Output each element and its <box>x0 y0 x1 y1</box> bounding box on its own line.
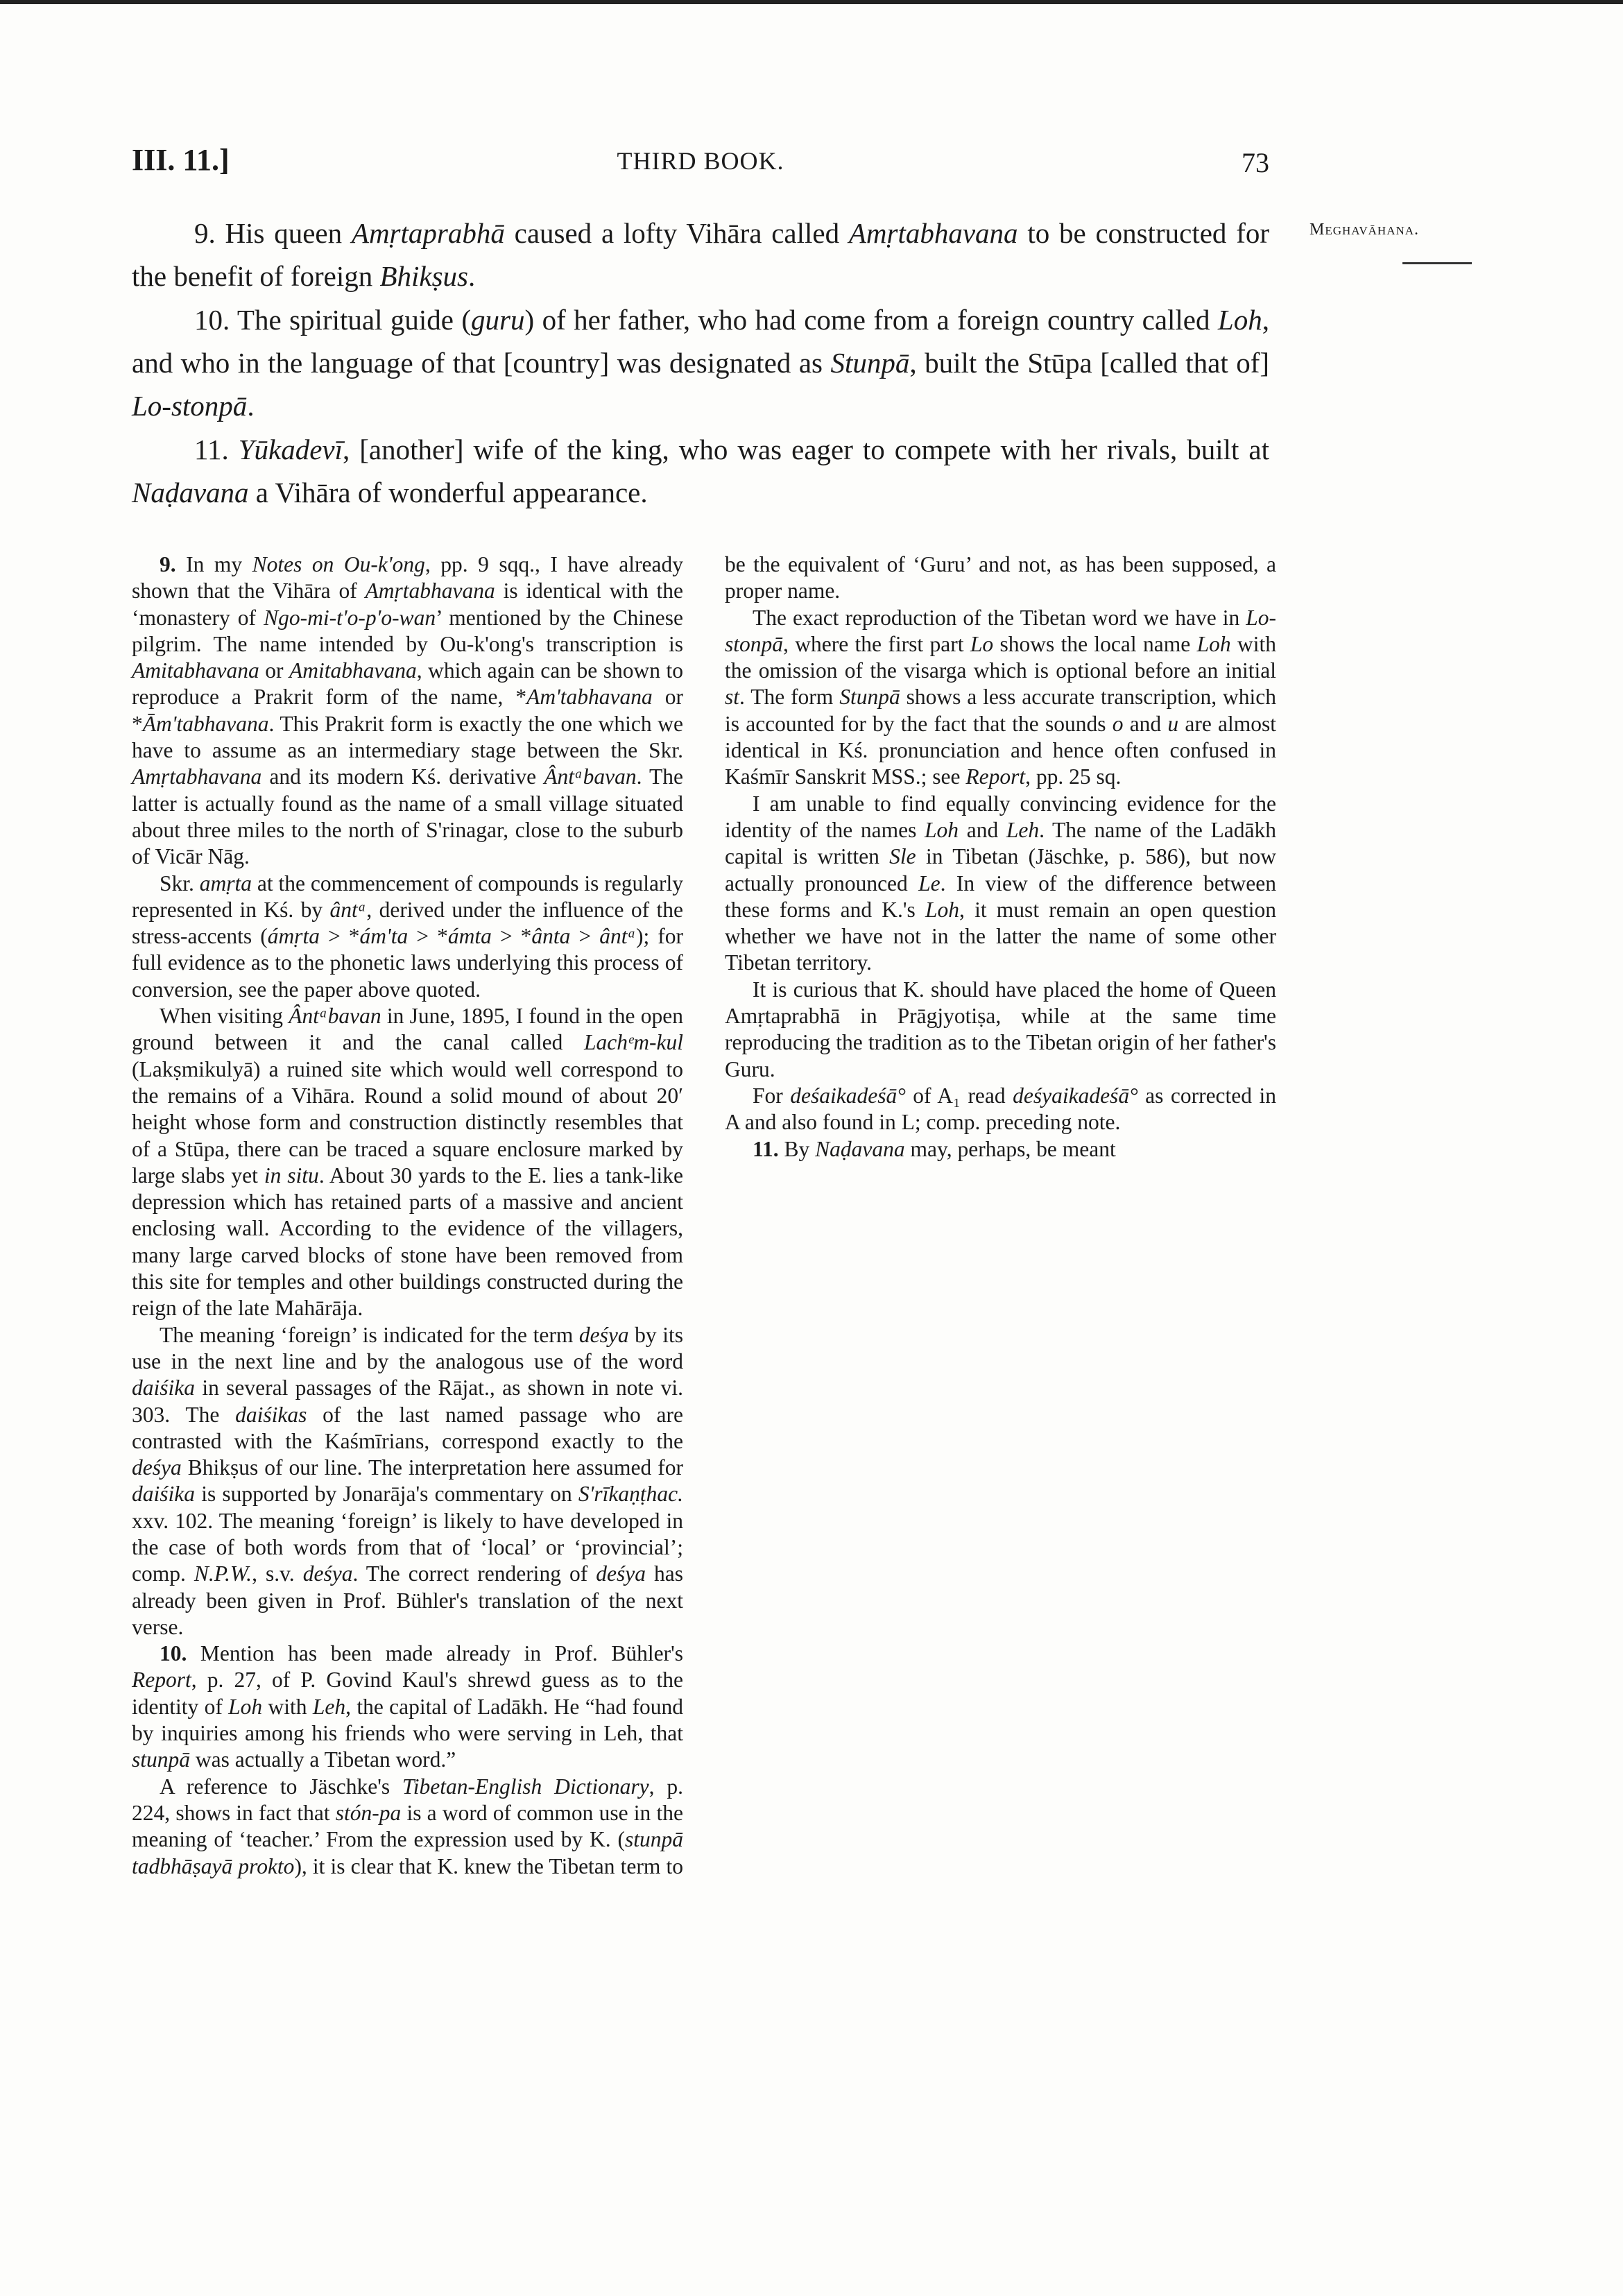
top-border <box>0 0 1623 4</box>
commentary-notes <box>132 551 1276 1897</box>
note-paragraph <box>132 551 683 871</box>
note-paragraph <box>132 871 683 1003</box>
note-paragraph <box>725 605 1276 791</box>
note-text: A reference to Jäschke's Tibetan-English Dictionary, p. 224, shows in fact that stón-pa is a word of common use in the meaning of ‘teacher.’ From the expression used by K. (stunpā tadbhāṣayā prokto), it is clear that K. knew the Tibetan term to be the equivalent of ‘Guru’ and not, as has been supposed, a proper name. <box>132 552 1276 1878</box>
note-text: Skr. amṛta at the commencement of compounds is regularly represented in Kś. by ântᵃ, derived under the influence of the stress-accents (ámṛta > *ám'ta > *ámta > *ânta > ântᵃ); for full evidence as to the phonetic laws underlying this process of conversion, see the paper above quoted. <box>132 871 684 1002</box>
note-paragraph <box>725 1083 1276 1136</box>
note-text: By Naḍavana may, perhaps, be meant <box>784 1136 1116 1161</box>
note-text: The meaning ‘foreign’ is indicated for the term deśya by its use in the next line and by the analogous use of the word daiśika in several passages of the Rājat., as shown in note vi. 303. The daiśikas of the last named passage who are contrasted with the Kaśmīrians, correspond exactly to the deśya Bhikṣus of our line. The interpretation here assumed for daiśika is supported by Jonarāja's commentary on S'rīkaṇṭhac. xxv. 102. The meaning ‘foreign’ is likely to have developed in the case of both words from that of ‘local’ or ‘provincial’; comp. N.P.W., s.v. deśya. The correct rendering of deśya has already been given in Prof. Bühler's translation of the next verse. <box>132 1322 684 1639</box>
running-title: THIRD BOOK. <box>617 147 784 175</box>
note-number: 10. <box>160 1641 187 1666</box>
note-number: 9. <box>160 552 176 576</box>
note-text: The exact reproduction of the Tibetan word we have in Lo-stonpā, where the first part Lo shows the local name Loh with the omission of the visarga which is optional before an initial st. The form Stunpā shows a less accurate transcription, which is accounted for by the fact that the sounds o and u are almost identical in Kś. pronunciation and hence often confused in Kaśmīr Sanskrit MSS.; see Report, pp. 25 sq. <box>725 605 1277 789</box>
section-reference: III. 11.] <box>132 143 230 177</box>
note-number: 11. <box>753 1136 779 1161</box>
note-paragraph <box>132 1322 683 1641</box>
verse: 10. The spiritual guide (guru) of her father, who had come from a foreign country called Loh, and who in the language of that [country] was designated as Stunpā, built the Stūpa [called that of] Lo-stonpā. <box>132 304 1270 422</box>
note-text: When visiting Ântᵃbavan in June, 1895, I found in the open ground between it and the canal called Lachᵉm-kul (Lakṣmikulyā) a ruined site which would well correspond to the remains of a Vihāra. Round a solid mound of about 20′ height whose form and construction distinctly resembles that of a Stūpa, there can be traced a square enclosure marked by large slabs yet in situ. About 30 yards to the E. lies a tank-like depression which has retained parts of a massive and ancient enclosing wall. According to the evidence of the villagers, many large carved blocks of stone have been removed from this site for temples and other buildings constructed during the reign of the late Mahārāja. <box>132 1004 684 1321</box>
page-number: 73 <box>1242 147 1269 178</box>
margin-note: Meghavāhana. <box>1309 221 1420 239</box>
note-paragraph <box>725 1136 1276 1163</box>
note-paragraph <box>725 791 1276 977</box>
note-text: I am unable to find equally convincing evidence for the identity of the names Loh and Leh. The name of the Ladākh capital is written Sle in Tibetan (Jäschke, p. 586), but now actually pronounced Le. In view of the difference between these forms and K.'s Loh, it must remain an open question whether we have not in the latter the name of some other Tibetan territory. <box>725 791 1277 975</box>
note-paragraph <box>725 977 1276 1083</box>
running-header <box>132 142 1269 191</box>
verse: 9. His queen Amṛtaprabhā caused a lofty Vihāra called Amṛtabhavana to be constructed for the benefit of foreign Bhikṣus. <box>132 217 1269 292</box>
verse-translation <box>132 212 1269 515</box>
note-text: For deśaikadeśā° of A₁ read deśyaikadeśā° as corrected in A and also found in L; comp. preceding note. <box>725 1083 1276 1135</box>
note-paragraph <box>132 1640 683 1773</box>
verse: 11. Yūkadevī, [another] wife of the king, who was eager to compete with her rivals, built at Naḍavana a Vihāra of wonderful appearance. <box>132 434 1269 508</box>
note-paragraph <box>132 1003 683 1322</box>
margin-rule <box>1402 262 1472 264</box>
note-text: In my Notes on Ou-k'ong, pp. 9 sqq., I have already shown that the Vihāra of Amṛtabhavana is identical with the ‘monastery of Ngo-mi-t'o-p'o-wan’ mentioned by the Chinese pilgrim. The name intended by Ou-k'ong's transcription is Amitabhavana or Amitabhavana, which again can be shown to reproduce a Prakrit form of the name, *Am'tabhavana or *Ām'tabhavana. This Prakrit form is exactly the one which we have to assume as an intermediary stage between the Skr. Amṛtabhavana and its modern Kś. derivative Ântᵃbavan. The latter is actually found as the name of a small village situated about three miles to the north of S'rinagar, close to the suburb of Vicār Nāg. <box>132 552 684 869</box>
note-text: Mention has been made already in Prof. Bühler's Report, p. 27, of P. Govind Kaul's shrewd guess as to the identity of Loh with Leh, the capital of Ladākh. He “had found by inquiries among his friends who were serving in Leh, that stunpā was actually a Tibetan word.” <box>132 1641 683 1772</box>
note-text: It is curious that K. should have placed the home of Queen Amṛtaprabhā in Prāgjyotiṣa, while at the same time reproducing the tradition as to the Tibetan origin of her father's Guru. <box>725 977 1276 1081</box>
